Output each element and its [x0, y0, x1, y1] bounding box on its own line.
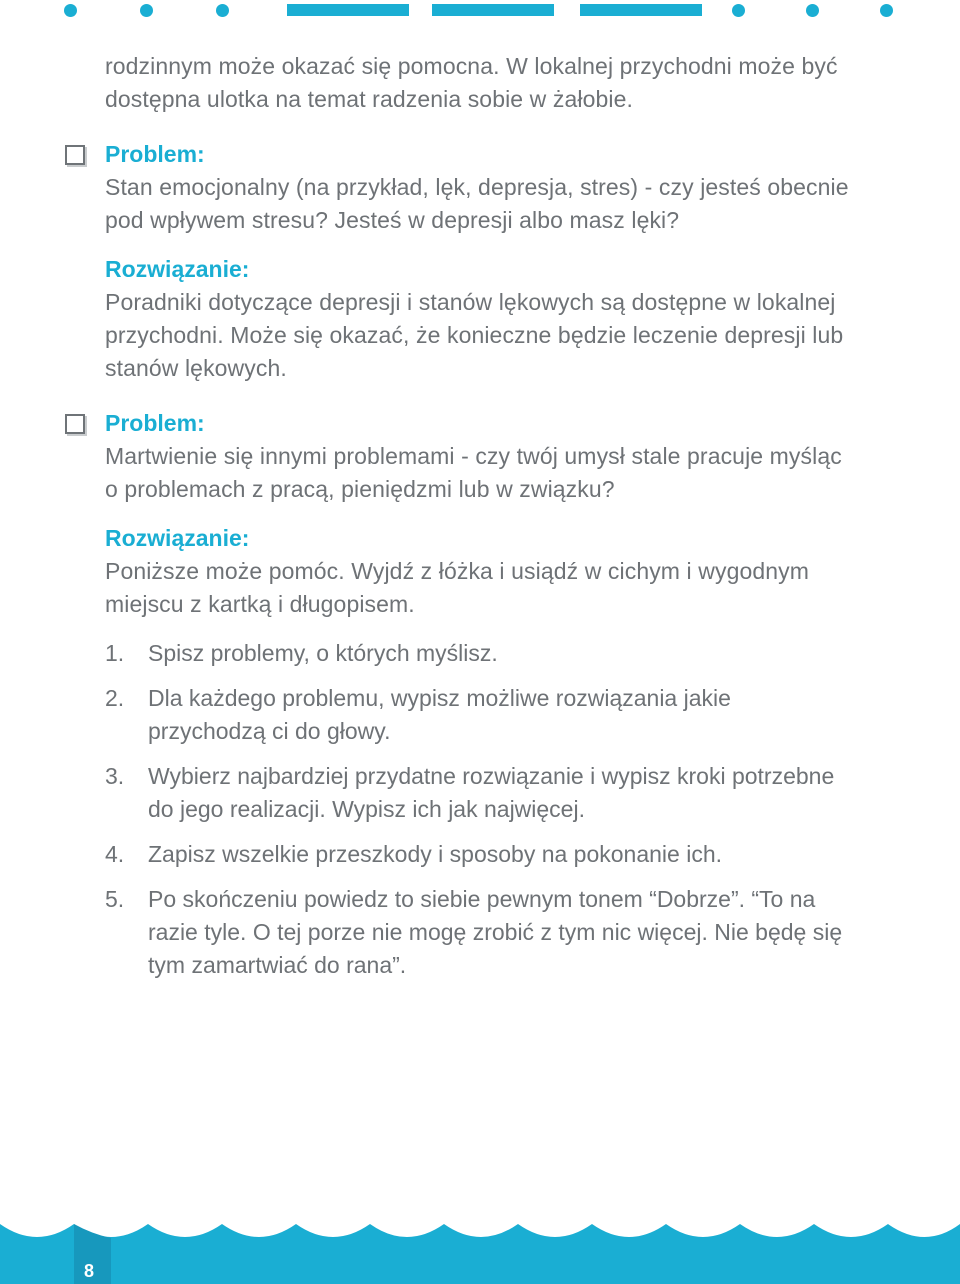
solution-text [105, 555, 905, 621]
page-number: 8 [84, 1261, 95, 1281]
text-line: miejscu z kartką i długopisem. [105, 591, 415, 617]
list-item [105, 637, 905, 670]
text-line: przychodzą ci do głowy. [148, 718, 391, 744]
text-line: Dla każdego problemu, wypisz możliwe rozwiązania jakie [148, 685, 731, 711]
decor-dot [64, 4, 77, 17]
top-decoration [0, 0, 960, 22]
list-item [105, 760, 905, 826]
decor-dot [732, 4, 745, 17]
list-item [105, 682, 905, 748]
intro-paragraph [105, 50, 905, 116]
problem-text [105, 171, 905, 237]
step-number: 3. [105, 763, 125, 789]
text-line: dostępna ulotka na temat radzenia sobie w żałobie. [105, 86, 633, 112]
text-line: Zapisz wszelkie przeszkody i sposoby na pokonanie ich. [148, 841, 723, 867]
step-number: 4. [105, 841, 125, 867]
text-line: tym zamartwiać do rana”. [148, 952, 407, 978]
text-line: Martwienie się innymi problemami - czy twój umysł stale pracuje myśląc [105, 443, 842, 469]
text-line: Spisz problemy, o których myślisz. [148, 640, 498, 666]
solution-text [105, 286, 905, 385]
list-item [105, 838, 905, 871]
problem-heading: Problem: [105, 141, 205, 167]
solution-heading: Rozwiązanie: [105, 256, 250, 282]
problem-section-1 [105, 138, 905, 385]
problem-text [105, 440, 905, 506]
steps-list [105, 637, 905, 982]
decor-bar [287, 4, 409, 16]
text-line: pod wpływem stresu? Jesteś w depresji albo masz lęki? [105, 207, 680, 233]
text-line: Wybierz najbardziej przydatne rozwiązanie i wypisz kroki potrzebne [148, 763, 835, 789]
checkbox-icon[interactable] [65, 414, 85, 434]
checkbox-icon[interactable] [65, 145, 85, 165]
decor-bar [580, 4, 702, 16]
step-number: 2. [105, 685, 125, 711]
text-line: rodzinnym może okazać się pomocna. W lokalnej przychodni może być [105, 53, 838, 79]
text-line: o problemach z pracą, pieniędzmi lub w związku? [105, 476, 615, 502]
text-line: do jego realizacji. Wypisz ich jak najwięcej. [148, 796, 585, 822]
decor-dot [216, 4, 229, 17]
problem-heading: Problem: [105, 410, 205, 436]
text-line: stanów lękowych. [105, 355, 287, 381]
text-line: przychodni. Może się okazać, że konieczne będzie leczenie depresji lub [105, 322, 844, 348]
decor-dot [880, 4, 893, 17]
decor-dot [806, 4, 819, 17]
decor-bar [432, 4, 554, 16]
decor-dot [140, 4, 153, 17]
list-item [105, 883, 905, 982]
problem-section-2 [105, 407, 905, 621]
text-line: Po skończeniu powiedz to siebie pewnym tonem “Dobrze”. “To na [148, 886, 816, 912]
wave-footer [0, 1204, 960, 1284]
text-line: razie tyle. O tej porze nie mogę zrobić z tym nic więcej. Nie będę się [148, 919, 843, 945]
text-line: Poniższe może pomóc. Wyjdź z łóżka i usiądź w cichym i wygodnym [105, 558, 809, 584]
step-number: 5. [105, 886, 125, 912]
text-line: Stan emocjonalny (na przykład, lęk, depresja, stres) - czy jesteś obecnie [105, 174, 849, 200]
wave-shape [0, 1224, 960, 1284]
document-body [105, 50, 905, 994]
text-line: Poradniki dotyczące depresji i stanów lękowych są dostępne w lokalnej [105, 289, 836, 315]
step-number: 1. [105, 640, 125, 666]
solution-heading: Rozwiązanie: [105, 525, 250, 551]
